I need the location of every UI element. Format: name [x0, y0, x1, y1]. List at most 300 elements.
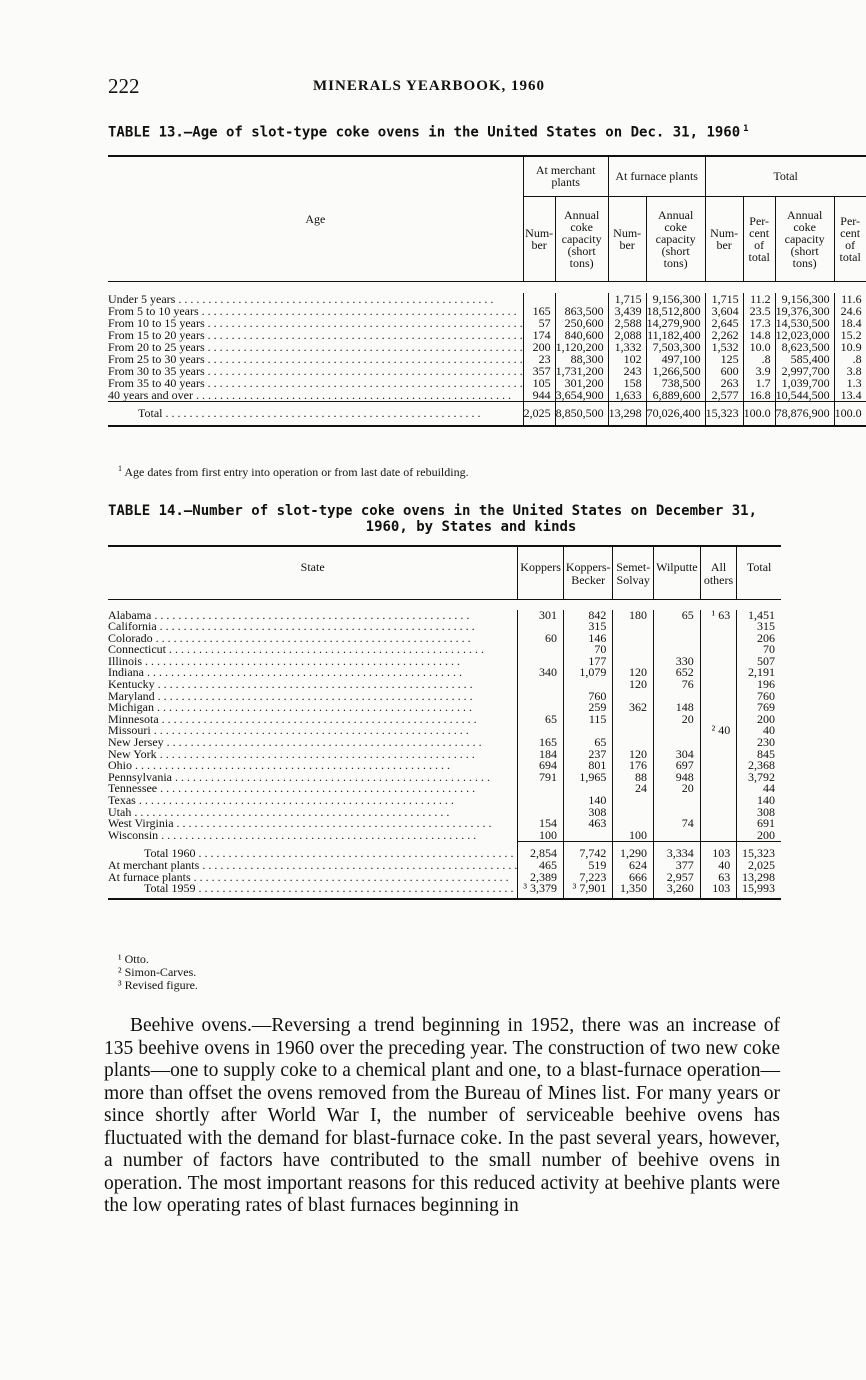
- footnote-marker: 1: [118, 464, 122, 473]
- table-cell: 15.2: [834, 329, 866, 341]
- table-cell: 140: [563, 795, 612, 807]
- leader-dots: . . . . . . . . . . . . . . . . . . . . . . . . . . . . . . . . . . . . . . . . . . . . . . . . . . . . .: [158, 828, 477, 843]
- table-cell: [654, 621, 701, 633]
- table-cell: 666: [613, 872, 654, 884]
- row-label-text: From 25 to 30 years: [108, 352, 205, 366]
- table-cell: 2,025: [523, 402, 555, 427]
- table-cell: 40: [700, 860, 737, 872]
- table-cell: 600: [705, 365, 743, 377]
- table-cell: 652: [654, 667, 701, 679]
- table-cell: 154: [518, 818, 564, 830]
- spacer-cell: [613, 895, 654, 899]
- leader-dots: . . . . . . . . . . . . . . . . . . . . . . . . . . . . . . . . . . . . . . . . . . . . . . . . . . . . .: [154, 700, 472, 715]
- table-cell: 102: [608, 353, 646, 365]
- table-cell: 10.0: [743, 341, 775, 353]
- table-cell: 2,645: [705, 317, 743, 329]
- table-cell: 863,500: [555, 305, 608, 317]
- leader-dots: . . . . . . . . . . . . . . . . . . . . . . . . . . . . . . . . . . . . . . . . . . . . . . . . . . . . .: [173, 816, 492, 831]
- table-cell: 2,191: [737, 667, 781, 679]
- table-cell: 697: [654, 760, 701, 772]
- row-label-text: Minnesota: [108, 711, 159, 726]
- table-cell: 3.9: [743, 365, 775, 377]
- table14-footnotes: [118, 953, 198, 992]
- leader-dots: . . . . . . . . . . . . . . . . . . . . . . . . . . . . . . . . . . . . . . . . . . . . . . . . . . . . .: [143, 665, 462, 680]
- leader-dots: . . . . . . . . . . . . . . . . . . . . . . . . . . . . . . . . . . . . . . . . . . . . . . . . . . . . .: [192, 388, 511, 402]
- leader-dots: . . . . . . . . . . . . . . . . . . . . . . . . . . . . . . . . . . . . . . . . . . . . . . . . . . . . .: [157, 781, 476, 796]
- table-cell: [613, 714, 654, 726]
- table-cell: .8: [834, 353, 866, 365]
- row-label-text: California: [108, 619, 157, 634]
- table13-caption-text: TABLE 13.—Age of slot-type coke ovens in the United States on Dec. 31, 1960: [108, 124, 741, 141]
- table-cell: 3,260: [654, 883, 701, 895]
- table-cell: 65: [654, 610, 701, 622]
- col-header-0: State: [108, 546, 518, 600]
- group-header-total: Total: [705, 156, 866, 196]
- table-cell: 70: [737, 644, 781, 656]
- table-cell: 200: [737, 830, 781, 842]
- row-label-text: Ohio: [108, 758, 132, 773]
- table-cell: [700, 644, 737, 656]
- table-cell: 769: [737, 702, 781, 714]
- table-cell: 158: [608, 377, 646, 389]
- table-cell: [700, 667, 737, 679]
- row-label-text: Utah: [108, 804, 132, 819]
- row-label: [108, 389, 523, 402]
- table-cell: 206: [737, 633, 781, 645]
- table-cell: 24: [613, 783, 654, 795]
- table-cell: 105: [523, 377, 555, 389]
- table-cell: 585,400: [775, 353, 834, 365]
- table-cell: .8: [743, 353, 775, 365]
- table-cell: 70,026,400: [646, 402, 705, 427]
- table-cell: [518, 691, 564, 703]
- table-cell: 301: [518, 610, 564, 622]
- row-label-text: Indiana: [108, 665, 144, 680]
- table-cell: 377: [654, 860, 701, 872]
- run-in-heading: Beehive ovens.: [130, 1015, 252, 1036]
- spacer-cell: [700, 895, 737, 899]
- table-cell: 11.6: [834, 293, 866, 305]
- table-cell: 18,512,800: [646, 305, 705, 317]
- leader-dots: . . . . . . . . . . . . . . . . . . . . . . . . . . . . . . . . . . . . . . . . . . . . . . . . . . . . .: [199, 857, 518, 872]
- table-cell: 88: [613, 772, 654, 784]
- table-row: [108, 389, 866, 402]
- table-cell: 2,389: [518, 872, 564, 884]
- table-cell: 330: [654, 656, 701, 668]
- table-row: [108, 830, 781, 842]
- table-cell: 180: [613, 610, 654, 622]
- table-cell: 10.9: [834, 341, 866, 353]
- table-cell: 1,965: [563, 772, 612, 784]
- leader-dots: . . . . . . . . . . . . . . . . . . . . . . . . . . . . . . . . . . . . . . . . . . . . . . . . . . . . .: [175, 292, 494, 306]
- col-header-8: Per- cent of total: [834, 196, 866, 281]
- table-14: [108, 545, 781, 900]
- table-cell: 250,600: [555, 317, 608, 329]
- table-cell: 497,100: [646, 353, 705, 365]
- table-cell: 263: [705, 377, 743, 389]
- row-label: [108, 402, 523, 427]
- table-cell: 60: [518, 633, 564, 645]
- row-label-text: Under 5 years: [108, 292, 176, 306]
- table-cell: [518, 679, 564, 691]
- table-cell: [700, 807, 737, 819]
- col-header-4: Annual coke capacity (short tons): [646, 196, 705, 281]
- table-cell: 15,323: [737, 842, 781, 860]
- col-header-7: Annual coke capacity (short tons): [775, 196, 834, 281]
- table-cell: 1,715: [608, 293, 646, 305]
- table-cell: 842: [563, 610, 612, 622]
- table-cell: 519: [563, 860, 612, 872]
- body-paragraph: [104, 1015, 780, 1218]
- table-cell: 65: [563, 737, 612, 749]
- table-cell: 760: [563, 691, 612, 703]
- spacer-cell: [563, 895, 612, 899]
- table-cell: 1,633: [608, 389, 646, 402]
- table-cell: 3.8: [834, 365, 866, 377]
- table-cell: [700, 818, 737, 830]
- row-label-text: Alabama: [108, 607, 152, 622]
- table-cell: ³ 7,901: [563, 883, 612, 895]
- group-header-furnace: At furnace plants: [608, 156, 705, 196]
- row-label-text: Colorado: [108, 630, 153, 645]
- table-cell: 2,854: [518, 842, 564, 860]
- table-cell: 315: [563, 621, 612, 633]
- table-cell: 14.8: [743, 329, 775, 341]
- col-header-5: All others: [700, 546, 737, 600]
- table-cell: 148: [654, 702, 701, 714]
- leader-dots: . . . . . . . . . . . . . . . . . . . . . . . . . . . . . . . . . . . . . . . . . . . . . . . . . . . . .: [195, 881, 514, 896]
- leader-dots: . . . . . . . . . . . . . . . . . . . . . . . . . . . . . . . . . . . . . . . . . . . . . . . . . . . . .: [150, 723, 469, 738]
- leader-dots: . . . . . . . . . . . . . . . . . . . . . . . . . . . . . . . . . . . . . . . . . . . . . . . . . . . . .: [162, 406, 481, 420]
- table-cell: 20: [654, 783, 701, 795]
- total-row: [108, 402, 866, 427]
- footnote-simon-carves: ² Simon-Carves.: [118, 965, 197, 979]
- table-cell: 1,120,200: [555, 341, 608, 353]
- table-cell: 14,530,500: [775, 317, 834, 329]
- table-cell: 103: [700, 842, 737, 860]
- table-cell: 8,623,500: [775, 341, 834, 353]
- row-label-text: Missouri: [108, 723, 151, 738]
- leader-dots: . . . . . . . . . . . . . . . . . . . . . . . . . . . . . . . . . . . . . . . . . . . . . . . . . . . . .: [204, 364, 523, 378]
- table-cell: 1,715: [705, 293, 743, 305]
- table-cell: 200: [523, 341, 555, 353]
- table-cell: [700, 749, 737, 761]
- table-cell: 10,544,500: [775, 389, 834, 402]
- row-label-text: Connecticut: [108, 642, 166, 657]
- table-cell: 308: [737, 807, 781, 819]
- table-cell: 1.7: [743, 377, 775, 389]
- table-cell: 1,532: [705, 341, 743, 353]
- table-cell: [700, 621, 737, 633]
- table-cell: 15,323: [705, 402, 743, 427]
- footnote-revised: ³ Revised figure.: [118, 978, 198, 992]
- table-cell: 1,731,200: [555, 365, 608, 377]
- table13-caption: [108, 124, 788, 141]
- table-cell: 165: [523, 305, 555, 317]
- table-cell: 57: [523, 317, 555, 329]
- table-cell: [700, 830, 737, 842]
- table-cell: 1,332: [608, 341, 646, 353]
- table-cell: 115: [563, 714, 612, 726]
- table-cell: ³ 3,379: [518, 883, 564, 895]
- col-header-1: Num- ber: [523, 196, 555, 281]
- row-label-text: Wisconsin: [108, 828, 159, 843]
- col-header-age: Age: [108, 156, 523, 281]
- leader-dots: . . . . . . . . . . . . . . . . . . . . . . . . . . . . . . . . . . . . . . . . . . . . . . . . . . . . .: [204, 316, 523, 330]
- table-cell: [700, 702, 737, 714]
- table-cell: 2,262: [705, 329, 743, 341]
- paragraph-text: —Reversing a trend beginning in 1952, there was an increase of 135 beehive ovens in 1960 over the preceding year. The construction of two new coke plants—one to supply coke to a chemical plant and one, to a blast-furnace operation—more than offset the ovens removed from the Bureau of Mines list. For many years or since shortly after World War I, the number of serviceable beehive ovens has fluctuated with the demand for blast-furnace coke. In the past several years, however, a number of factors have contributed to the small number of beehive ovens in operation. The most important reasons for this reduced activity at beehive plants were the low operating rates of blast furnaces beginning in: [104, 1015, 780, 1216]
- table-cell: 13.4: [834, 389, 866, 402]
- table-cell: 14,279,900: [646, 317, 705, 329]
- table-cell: 801: [563, 760, 612, 772]
- row-label-text: New York: [108, 746, 157, 761]
- table-cell: [700, 633, 737, 645]
- table14-caption-line2: 1960, by States and kinds: [365, 519, 577, 535]
- table-cell: [700, 691, 737, 703]
- leader-dots: . . . . . . . . . . . . . . . . . . . . . . . . . . . . . . . . . . . . . . . . . . . . . . . . . . . . .: [204, 352, 523, 366]
- table-cell: [654, 830, 701, 842]
- table-cell: 3,654,900: [555, 389, 608, 402]
- table-cell: 845: [737, 749, 781, 761]
- table-cell: 40: [737, 725, 781, 737]
- table-cell: 1,451: [737, 610, 781, 622]
- table-cell: [613, 621, 654, 633]
- row-label-text: Texas: [108, 793, 136, 807]
- table-cell: 948: [654, 772, 701, 784]
- table-cell: 16.8: [743, 389, 775, 402]
- table13-caption-note: 1: [743, 124, 749, 134]
- table-cell: 624: [613, 860, 654, 872]
- spacer-cell: [737, 895, 781, 899]
- row-label-text: West Virginia: [108, 816, 174, 831]
- table-cell: 74: [654, 818, 701, 830]
- leader-dots: . . . . . . . . . . . . . . . . . . . . . . . . . . . . . . . . . . . . . . . . . . . . . . . . . . . . .: [152, 630, 471, 645]
- footnote-text: Age dates from first entry into operation or from last date of rebuilding.: [124, 465, 469, 479]
- table-cell: [700, 737, 737, 749]
- row-label-text: At merchant plants: [108, 857, 200, 872]
- leader-dots: . . . . . . . . . . . . . . . . . . . . . . . . . . . . . . . . . . . . . . . . . . . . . . . . . . . . .: [151, 607, 470, 622]
- row-label-text: From 15 to 20 years: [108, 328, 205, 342]
- table-cell: 120: [613, 667, 654, 679]
- table-cell: 760: [737, 691, 781, 703]
- table-cell: 2,088: [608, 329, 646, 341]
- table-cell: [700, 679, 737, 691]
- table-cell: [700, 795, 737, 807]
- table-cell: 243: [608, 365, 646, 377]
- row-label: [108, 883, 518, 895]
- col-header-2: Koppers- Becker: [563, 546, 612, 600]
- table-cell: 140: [737, 795, 781, 807]
- table-cell: 3,604: [705, 305, 743, 317]
- table-cell: 507: [737, 656, 781, 668]
- table-cell: 944: [523, 389, 555, 402]
- table-cell: 3,792: [737, 772, 781, 784]
- table-cell: 8,850,500: [555, 402, 608, 427]
- leader-dots: . . . . . . . . . . . . . . . . . . . . . . . . . . . . . . . . . . . . . . . . . . . . . . . . . . . . .: [204, 376, 523, 390]
- table-cell: 1,266,500: [646, 365, 705, 377]
- table-cell: 146: [563, 633, 612, 645]
- leader-dots: . . . . . . . . . . . . . . . . . . . . . . . . . . . . . . . . . . . . . . . . . . . . . . . . . . . . .: [172, 769, 490, 784]
- row-label-text: Total 1959: [144, 881, 196, 896]
- row-label-text: Tennessee: [108, 781, 158, 796]
- col-header-5: Num- ber: [705, 196, 743, 281]
- table-cell: 315: [737, 621, 781, 633]
- col-header-6: Per- cent of total: [743, 196, 775, 281]
- table-cell: 3,334: [654, 842, 701, 860]
- table-cell: 694: [518, 760, 564, 772]
- leader-dots: . . . . . . . . . . . . . . . . . . . . . . . . . . . . . . . . . . . . . . . . . . . . . . . . . . . . .: [204, 328, 523, 342]
- table-cell: [613, 807, 654, 819]
- table-cell: 13,298: [737, 872, 781, 884]
- row-label-text: Kentucky: [108, 677, 155, 692]
- table-cell: 20: [654, 714, 701, 726]
- table-cell: 17.3: [743, 317, 775, 329]
- table-cell: 120: [613, 749, 654, 761]
- leader-dots: . . . . . . . . . . . . . . . . . . . . . . . . . . . . . . . . . . . . . . . . . . . . . . . . . . . . .: [165, 642, 484, 657]
- table-cell: 3,439: [608, 305, 646, 317]
- table-cell: 465: [518, 860, 564, 872]
- table-cell: 103: [700, 883, 737, 895]
- table-cell: [654, 633, 701, 645]
- table-cell: 2,997,700: [775, 365, 834, 377]
- col-header-6: Total: [737, 546, 781, 600]
- table-row: [108, 883, 781, 895]
- row-label-text: 40 years and over: [108, 388, 193, 402]
- col-header-3: Semet- Solvay: [613, 546, 654, 600]
- table-cell: 176: [613, 760, 654, 772]
- table14-caption-line1: TABLE 14.—Number of slot-type coke ovens in the United States on December 31,: [108, 503, 758, 519]
- table-cell: 1,039,700: [775, 377, 834, 389]
- row-label-text: From 5 to 10 years: [108, 304, 199, 318]
- row-label-text: Maryland: [108, 688, 155, 703]
- leader-dots: . . . . . . . . . . . . . . . . . . . . . . . . . . . . . . . . . . . . . . . . . . . . . . . . . . . . .: [198, 304, 517, 318]
- table-cell: 44: [737, 783, 781, 795]
- table-cell: 9,156,300: [646, 293, 705, 305]
- table-cell: 1,079: [563, 667, 612, 679]
- table-cell: 100.0: [743, 402, 775, 427]
- table-cell: 125: [705, 353, 743, 365]
- table-cell: 65: [518, 714, 564, 726]
- table-cell: 738,500: [646, 377, 705, 389]
- col-header-1: Koppers: [518, 546, 564, 600]
- row-label-text: From 35 to 40 years: [108, 376, 205, 390]
- table-cell: ² 40: [700, 725, 737, 737]
- row-label-text: Pennsylvania: [108, 769, 172, 784]
- table-cell: 76: [654, 679, 701, 691]
- row-label-text: From 20 to 25 years: [108, 340, 205, 354]
- leader-dots: . . . . . . . . . . . . . . . . . . . . . . . . . . . . . . . . . . . . . . . . . . . . . . . . . . . . .: [135, 793, 454, 807]
- leader-dots: . . . . . . . . . . . . . . . . . . . . . . . . . . . . . . . . . . . . . . . . . . . . . . . . . . . . .: [156, 746, 475, 761]
- table-cell: 200: [737, 714, 781, 726]
- table-cell: 362: [613, 702, 654, 714]
- leader-dots: . . . . . . . . . . . . . . . . . . . . . . . . . . . . . . . . . . . . . . . . . . . . . . . . . . . . .: [163, 735, 482, 750]
- table-cell: 23.5: [743, 305, 775, 317]
- table-cell: 230: [737, 737, 781, 749]
- table-cell: 357: [523, 365, 555, 377]
- table-cell: 18.4: [834, 317, 866, 329]
- table-cell: 88,300: [555, 353, 608, 365]
- leader-dots: . . . . . . . . . . . . . . . . . . . . . . . . . . . . . . . . . . . . . . . . . . . . . . . . . . . . .: [154, 688, 473, 703]
- table-cell: 78,876,900: [775, 402, 834, 427]
- leader-dots: . . . . . . . . . . . . . . . . . . . . . . . . . . . . . . . . . . . . . . . . . . . . . . . . . . . . .: [132, 758, 450, 773]
- table-cell: 63: [700, 872, 737, 884]
- table-cell: [563, 830, 612, 842]
- row-label-text: From 10 to 15 years: [108, 316, 205, 330]
- table-cell: [654, 795, 701, 807]
- col-header-3: Num- ber: [608, 196, 646, 281]
- table-cell: [613, 644, 654, 656]
- spacer-row: [108, 895, 781, 899]
- table-cell: [700, 760, 737, 772]
- table-cell: 259: [563, 702, 612, 714]
- leader-dots: . . . . . . . . . . . . . . . . . . . . . . . . . . . . . . . . . . . . . . . . . . . . . . . . . . . . .: [156, 619, 475, 634]
- table13-footnote: [118, 462, 469, 479]
- spacer-cell: [654, 895, 701, 899]
- table-cell: 2,025: [737, 860, 781, 872]
- table-cell: 2,577: [705, 389, 743, 402]
- row-label-text: From 30 to 35 years: [108, 364, 205, 378]
- group-header-merchant: At merchant plants: [523, 156, 608, 196]
- table-cell: 2,588: [608, 317, 646, 329]
- table-cell: 2,368: [737, 760, 781, 772]
- table-cell: 691: [737, 818, 781, 830]
- leader-dots: . . . . . . . . . . . . . . . . . . . . . . . . . . . . . . . . . . . . . . . . . . . . . . . . . . . . .: [158, 711, 477, 726]
- row-label-text: Total: [138, 406, 163, 420]
- table-cell: 196: [737, 679, 781, 691]
- row-label-text: New Jersey: [108, 735, 164, 750]
- table-cell: 174: [523, 329, 555, 341]
- table-cell: 11,182,400: [646, 329, 705, 341]
- table14-caption: [108, 503, 784, 535]
- spacer-cell: [518, 895, 564, 899]
- table-cell: 6,889,600: [646, 389, 705, 402]
- row-label-text: At furnace plants: [108, 869, 191, 884]
- table-cell: 304: [654, 749, 701, 761]
- table-cell: 70: [563, 644, 612, 656]
- table-13: [108, 155, 866, 427]
- table-cell: 23: [523, 353, 555, 365]
- table-cell: 177: [563, 656, 612, 668]
- table-cell: 7,503,300: [646, 341, 705, 353]
- table-cell: 463: [563, 818, 612, 830]
- table-cell: 1,290: [613, 842, 654, 860]
- table-cell: 19,376,300: [775, 305, 834, 317]
- row-label-text: Michigan: [108, 700, 154, 715]
- table-cell: 308: [563, 807, 612, 819]
- table-cell: 237: [563, 749, 612, 761]
- col-header-4: Wilputte: [654, 546, 701, 600]
- page-header: [108, 74, 778, 104]
- table-cell: [518, 644, 564, 656]
- table-cell: 13,298: [608, 402, 646, 427]
- table-cell: [613, 795, 654, 807]
- table-cell: 100.0: [834, 402, 866, 427]
- table-cell: [700, 783, 737, 795]
- table-cell: 11.2: [743, 293, 775, 305]
- leader-dots: . . . . . . . . . . . . . . . . . . . . . . . . . . . . . . . . . . . . . . . . . . . . . . . . . . . . .: [204, 340, 523, 354]
- table-cell: 7,223: [563, 872, 612, 884]
- table-cell: 1.3: [834, 377, 866, 389]
- table-cell: 301,200: [555, 377, 608, 389]
- table-cell: 7,742: [563, 842, 612, 860]
- footnote-otto: ¹ Otto.: [118, 952, 149, 966]
- table-cell: 120: [613, 679, 654, 691]
- table-cell: 2,957: [654, 872, 701, 884]
- row-label: [108, 830, 518, 842]
- table-cell: 1,350: [613, 883, 654, 895]
- leader-dots: . . . . . . . . . . . . . . . . . . . . . . . . . . . . . . . . . . . . . . . . . . . . . . . . . . . . .: [131, 804, 450, 819]
